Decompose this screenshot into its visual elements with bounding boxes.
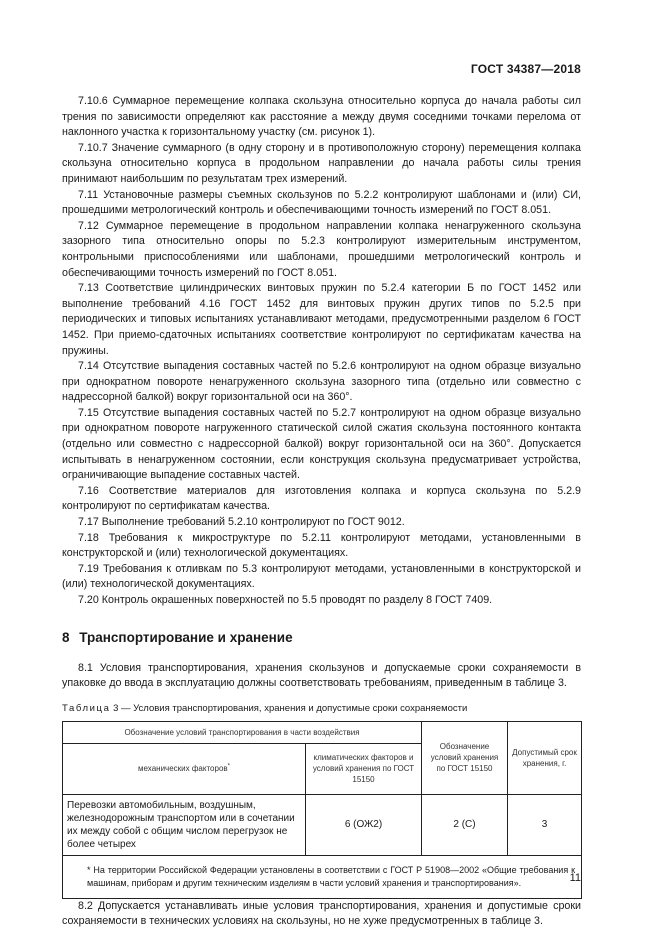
- header-climate-cell: климатических факторов и условий хранения по ГОСТ 15150: [306, 743, 422, 794]
- row-term-cell: 3: [508, 794, 582, 855]
- paragraph-7-18: 7.18 Требования к микроструктуре по 5.2.11 контролируют методами, установленными в конструкторской и (или) технологической документациях.: [62, 531, 581, 560]
- paragraph-7-10-7: 7.10.7 Значение суммарного (в одну сторону и в противоположную сторону) перемещения колпака скользуна относительно корпуса в продольном направлении до начала работы силы трения принимают наибольшим по результатам трех измерений.: [62, 141, 581, 185]
- table-footnote: * На территории Российской Федерации установлены в соответствии с ГОСТ Р 51908—2002 «Общие требования к машинам, приборам и другим техническим изделиям в части условий хранения и транспортирования».: [87, 864, 576, 888]
- header-group-cell: Обозначение условий транспортирования в части воздействия: [63, 721, 422, 743]
- table-caption-text: 3 — Условия транспортирования, хранения и допустимые сроки сохраняемости: [110, 702, 468, 714]
- page-content: [62, 94, 581, 930]
- section-title: Транспортирование и хранение: [79, 629, 293, 645]
- document-header-code: ГОСТ 34387—2018: [470, 62, 581, 76]
- paragraph-7-19: 7.19 Требования к отливкам по 5.3 контролируют методами, установленными в конструкторской и (или) технологической документациях.: [62, 562, 581, 591]
- paragraph-8-1: 8.1 Условия транспортирования, хранения скользунов и допускаемые сроки сохраняемости в упаковке до ввода в эксплуатацию должны соответствовать требованиям, приведенным в таблице 3.: [62, 661, 581, 690]
- paragraph-7-17: 7.17 Выполнение требований 5.2.10 контролируют по ГОСТ 9012.: [78, 516, 405, 529]
- paragraph-7-12: 7.12 Суммарное перемещение в продольном направлении колпака ненагруженного скользуна зазорного типа относительно опоры по 5.2.3 контролируют измерительным инструментом, контрольными приспособлениями или шаблонами, прошедшими метрологический контроль и обеспечивающими точность измерений по ГОСТ 8.051.: [62, 219, 581, 279]
- paragraph-7-10-6: 7.10.6 Суммарное перемещение колпака скользуна относительно корпуса до начала работы сил трения по зависимости определяют как расстояние a между двумя соседними точками перелома от наклонного участка к горизонтальному участку (см. рисунок 1).: [62, 95, 581, 139]
- paragraph-8-2: 8.2 Допускается устанавливать иные условия транспортирования, хранения и допустимые сроки сохраняемости в технических условиях на скользуны, но не хуже предусмотренных в таблице 3.: [62, 899, 581, 928]
- paragraph-7-16: 7.16 Соответствие материалов для изготовления колпака и корпуса скользуна по 5.2.9 контролируют по сертификатам качества.: [62, 484, 581, 513]
- table-label: Таблица: [62, 702, 111, 714]
- header-storage-cell: Обозначение условий хранения по ГОСТ 15150: [422, 721, 508, 794]
- row-mech-cell: Перевозки автомобильным, воздушным, железнодорожным транспортом или в сочетании их между собой с общим числом перегрузок не более четырех: [63, 794, 306, 855]
- header-mech-cell: [63, 743, 306, 794]
- section-number: 8: [62, 629, 70, 645]
- footnote-mark: *: [227, 763, 230, 770]
- paragraph-7-14: 7.14 Отсутствие выпадения составных частей по 5.2.6 контролируют на одном образце визуально при однократном повороте ненагруженного скользуна зазорного типа (отдельно или совместно с надрессорной балкой) вокруг горизонтальной оси на 360°.: [62, 360, 581, 404]
- paragraph-7-11: 7.11 Установочные размеры съемных скользунов по 5.2.2 контролируют шаблонами и (или) СИ, прошедшими метрологический контроль и обеспечивающими точность измерений по ГОСТ 8.051.: [62, 188, 581, 217]
- table-footnote-cell: [63, 855, 582, 898]
- header-term-cell: Допустимый срок хранения, г.: [508, 721, 582, 794]
- paragraph-7-13: 7.13 Соответствие цилиндрических винтовых пружин по 5.2.4 категории Б по ГОСТ 1452 или выполнение требований 4.16 ГОСТ 1452 для винтовых пружин других типов по 5.2.5 при периодических и типовых испытаниях устанавливают методами, предусмотренными разделом 6 ГОСТ 1452. При приемо-сдаточных испытаниях соответствие контролируют по сертификатам качества на пружины.: [62, 282, 581, 357]
- paragraph-7-20: 7.20 Контроль окрашенных поверхностей по 5.5 проводят по разделу 8 ГОСТ 7409.: [78, 594, 493, 606]
- section-heading: [62, 629, 581, 647]
- paragraph-7-15: 7.15 Отсутствие выпадения составных частей по 5.2.7 контролируют на одном образце визуально при однократном повороте нагруженного статической силой сжатия скользуна постоянного контакта (отдельно или совместно с надрессорной балкой) вокруг горизонтальной оси на 360°. Допускается испытывать в ненагруженном состоянии, если конструкция скользуна предусматривает устройства, ограничивающие выпадение составных частей.: [62, 406, 581, 482]
- row-storage-cell: 2 (С): [422, 794, 508, 855]
- header-mech-text: механических факторов: [138, 764, 228, 774]
- conditions-table: [62, 721, 582, 899]
- row-climate-cell: 6 (ОЖ2): [306, 794, 422, 855]
- table-caption: [62, 702, 581, 715]
- page-number: 11: [569, 872, 581, 884]
